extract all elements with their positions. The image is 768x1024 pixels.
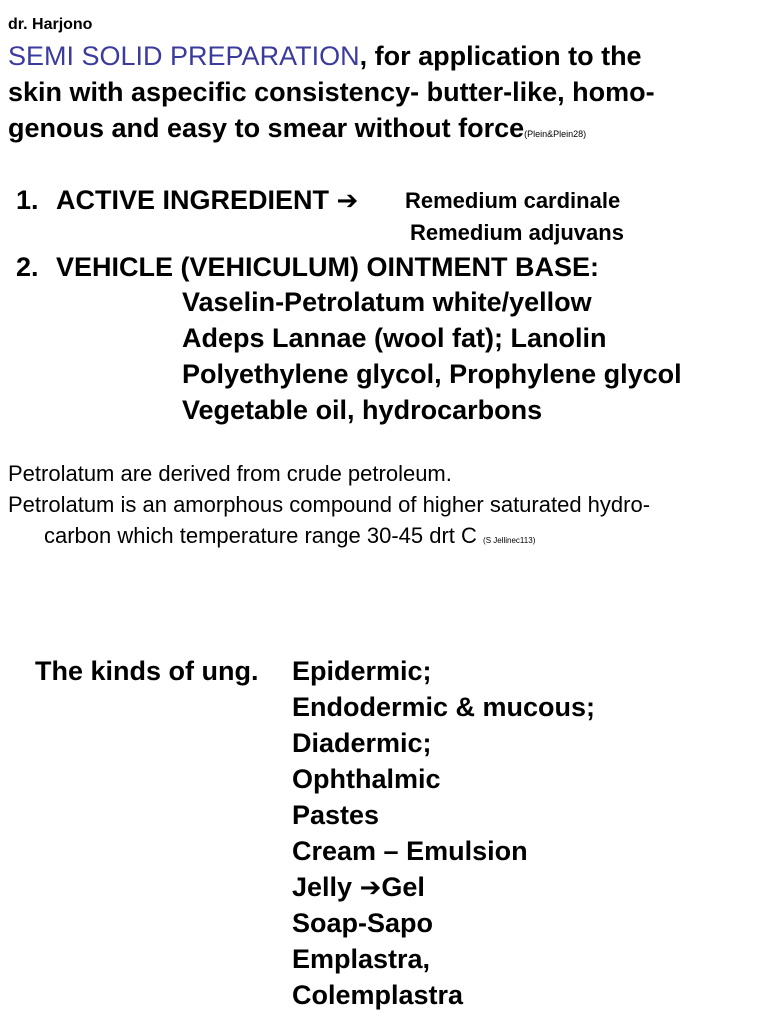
item-1-subitem: Remedium adjuvans [410, 220, 624, 245]
kind-item: Endodermic & mucous; [292, 692, 596, 722]
kind-item-gel: Gel [381, 872, 425, 902]
petrolatum-citation: (S Jellinec113) [483, 536, 536, 545]
item-1-number: 1. [16, 185, 39, 215]
kind-item-jelly [292, 869, 425, 905]
kind-item: Pastes [292, 800, 380, 830]
kind-item: Epidermic; [292, 656, 432, 686]
intro-line-3-text: genous and easy to smear without force [8, 113, 525, 143]
item-2-subitem: Vaselin-Petrolatum white/yellow [182, 287, 592, 317]
title-highlight: SEMI SOLID PREPARATION [8, 41, 360, 71]
intro-line-1 [8, 38, 642, 74]
intro-line-3 [8, 110, 586, 152]
kind-item: Diadermic; [292, 728, 432, 758]
author-name: dr. Harjono [8, 16, 93, 33]
intro-line-2: skin with aspecific consistency- butter-like, homo- [8, 77, 655, 107]
item-2-subitem: Polyethylene glycol, Prophylene glycol [182, 359, 682, 389]
petrolatum-line-3-text: carbon which temperature range 30-45 drt C [44, 523, 477, 548]
petrolatum-line-1: Petrolatum are derived from crude petroleum. [8, 461, 452, 486]
arrow-right-icon: ➔ [336, 185, 359, 215]
item-2-subitem: Vegetable oil, hydrocarbons [182, 395, 543, 425]
item-2-number: 2. [16, 252, 39, 282]
intro-line-1-rest: , for application to the [359, 41, 642, 71]
kind-item: Emplastra, [292, 944, 431, 974]
petrolatum-line-2: Petrolatum is an amorphous compound of higher saturated hydro- [8, 492, 651, 517]
kind-item: Cream – Emulsion [292, 836, 528, 866]
item-2-subitem: Adeps Lannae (wool fat); Lanolin [182, 323, 607, 353]
kinds-label: The kinds of ung. [35, 656, 259, 686]
item-1-heading [56, 183, 358, 217]
item-2-heading: VEHICLE (VEHICULUM) OINTMENT BASE: [56, 252, 599, 282]
kind-item: Soap-Sapo [292, 908, 434, 938]
petrolatum-line-3 [44, 520, 535, 556]
intro-citation: (Plein&Plein28) [524, 129, 587, 139]
arrow-right-icon: ➔ [359, 872, 382, 902]
item-1-subitem: Remedium cardinale [405, 188, 621, 213]
kind-item-jelly-text: Jelly [292, 872, 353, 902]
kind-item: Ophthalmic [292, 764, 441, 794]
item-1-heading-text: ACTIVE INGREDIENT [56, 185, 330, 215]
kind-item: Colemplastra [292, 980, 464, 1010]
